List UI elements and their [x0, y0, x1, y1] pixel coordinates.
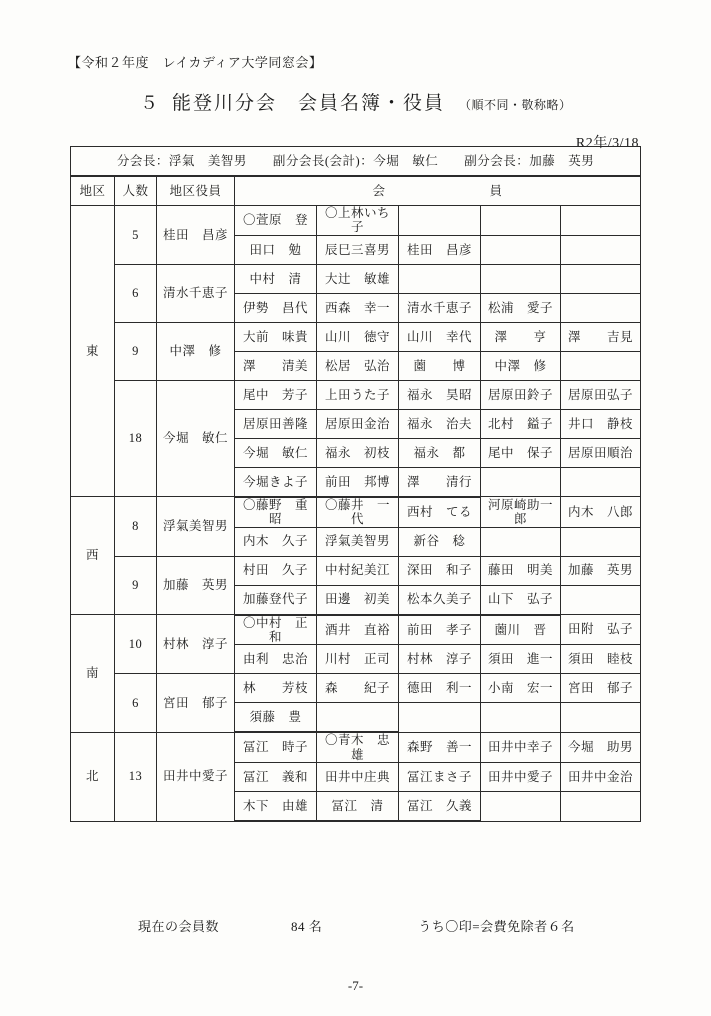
table-row [71, 380, 641, 409]
member-cell: 田口 勉 [235, 235, 317, 264]
member-cell-empty [481, 467, 561, 497]
page-number: -7- [347, 978, 364, 993]
member-cell: 澤 吉見 [561, 322, 641, 351]
member-cell: 〇藤井 一代 [317, 497, 399, 527]
member-cell: 深田 和子 [399, 556, 481, 585]
member-cell: 前田 邦博 [317, 467, 399, 497]
member-cell: 尾中 保子 [481, 438, 561, 467]
member-cell: 山川 幸代 [399, 322, 481, 351]
table-row [71, 732, 641, 762]
member-cell: 清水千恵子 [399, 293, 481, 322]
count-cell: 5 [115, 206, 157, 265]
member-cell: 澤 清行 [399, 467, 481, 497]
officers-cell: 分会長：浮氣 美智男 副分会長(会計)：今堀 敏仁 副分会長：加藤 英男 [71, 147, 641, 177]
member-cell: 今堀 敏仁 [235, 438, 317, 467]
document-date: R2年/3/18 [575, 136, 639, 151]
table-row [71, 674, 641, 703]
member-cell: 福永 初枝 [317, 438, 399, 467]
district-cell-south: 南 [71, 615, 115, 733]
member-cell: 川村 正司 [317, 645, 399, 674]
member-cell: 居原田鈴子 [481, 380, 561, 409]
member-cell [481, 264, 561, 293]
table-row [71, 615, 641, 645]
table-row-column-headers [71, 176, 641, 206]
district-officer-cell: 桂田 昌彦 [157, 206, 235, 265]
table-row [71, 206, 641, 236]
member-cell: 浮氣美智男 [317, 527, 399, 556]
total-value: 84 名 [291, 919, 323, 934]
count-cell: 18 [115, 380, 157, 497]
document-header: 【令和２年度 レイカディア大学同窓会】 [68, 55, 323, 70]
member-cell: 上田うた子 [317, 380, 399, 409]
footer-summary [70, 916, 640, 935]
member-cell-empty [561, 585, 641, 615]
member-cell: 西森 幸一 [317, 293, 399, 322]
district-officer-cell: 清水千恵子 [157, 264, 235, 322]
member-cell: 前田 孝子 [399, 615, 481, 645]
column-header-district-officer: 地区役員 [157, 176, 235, 206]
member-cell: 田井中金治 [561, 763, 641, 792]
member-cell: 林 芳枝 [235, 674, 317, 703]
member-cell: 北村 鎰子 [481, 409, 561, 438]
member-cell: 内木 八郎 [561, 497, 641, 527]
member-cell: 澤 亨 [481, 322, 561, 351]
member-cell: 福永 昊昭 [399, 380, 481, 409]
member-cell: 新谷 稔 [399, 527, 481, 556]
member-cell-empty [561, 527, 641, 556]
table-row [71, 264, 641, 293]
member-cell: 村林 淳子 [399, 645, 481, 674]
member-cell: 宮田 郁子 [561, 674, 641, 703]
member-cell: 田井中庄典 [317, 763, 399, 792]
member-cell-empty [481, 235, 561, 264]
member-cell: 松本久美子 [399, 585, 481, 615]
member-cell: 桂田 昌彦 [399, 235, 481, 264]
member-cell: 田井中愛子 [481, 763, 561, 792]
district-officer-cell: 田井中愛子 [157, 732, 235, 821]
member-cell: 須藤 豊 [235, 703, 317, 733]
member-cell: 田附 弘子 [561, 615, 641, 645]
column-header-members: 会 員 [235, 176, 641, 206]
member-cell-empty [561, 703, 641, 733]
member-cell: 酒井 直裕 [317, 615, 399, 645]
member-cell: 田井中幸子 [481, 732, 561, 762]
count-cell: 8 [115, 497, 157, 556]
member-cell: 居原田順治 [561, 438, 641, 467]
member-cell: 大前 味貴 [235, 322, 317, 351]
member-cell [317, 703, 399, 733]
table-row-officers [71, 147, 641, 177]
member-cell: 松居 弘治 [317, 351, 399, 380]
member-cell: 冨江 義和 [235, 763, 317, 792]
member-cell: 薗川 晋 [481, 615, 561, 645]
member-cell: 辰巳三喜男 [317, 235, 399, 264]
member-cell: 伊勢 昌代 [235, 293, 317, 322]
district-officer-cell: 宮田 郁子 [157, 674, 235, 733]
member-cell: 内木 久子 [235, 527, 317, 556]
column-header-count: 人数 [115, 176, 157, 206]
member-cell: 薗 博 [399, 351, 481, 380]
member-cell: 由利 忠治 [235, 645, 317, 674]
member-cell-empty [481, 792, 561, 822]
member-cell: 冨江 時子 [235, 732, 317, 762]
member-cell: 山川 徳守 [317, 322, 399, 351]
total-label: 現在の会員数 [138, 919, 220, 934]
member-cell: 居原田善隆 [235, 409, 317, 438]
member-cell: 澤 清美 [235, 351, 317, 380]
member-cell: 加藤 英男 [561, 556, 641, 585]
member-cell: 〇藤野 重昭 [235, 497, 317, 527]
member-roster-table [70, 146, 641, 822]
member-cell: 森 紀子 [317, 674, 399, 703]
district-cell-east: 東 [71, 206, 115, 497]
member-cell-empty [481, 703, 561, 733]
member-cell: 田邊 初美 [317, 585, 399, 615]
member-cell: 木下 由雄 [235, 792, 317, 822]
member-cell: 村田 久子 [235, 556, 317, 585]
count-cell: 6 [115, 674, 157, 733]
member-cell: 〇青木 忠雄 [317, 732, 399, 762]
member-cell: 今堀 助男 [561, 732, 641, 762]
member-cell: 福永 治夫 [399, 409, 481, 438]
member-cell: 森野 善一 [399, 732, 481, 762]
member-cell: 大辻 敏雄 [317, 264, 399, 293]
member-cell-empty [561, 264, 641, 293]
count-cell: 9 [115, 322, 157, 380]
district-cell-north: 北 [71, 732, 115, 821]
title-note: （順不同・敬称略） [459, 98, 572, 112]
district-cell-west: 西 [71, 497, 115, 615]
title-number: ５ [140, 93, 158, 113]
member-cell: 〇上林いち子 [317, 206, 399, 236]
member-cell: 松浦 愛子 [481, 293, 561, 322]
district-officer-cell: 加藤 英男 [157, 556, 235, 615]
district-officer-cell: 村林 淳子 [157, 615, 235, 674]
member-cell: 藤田 明美 [481, 556, 561, 585]
member-cell: 尾中 芳子 [235, 380, 317, 409]
member-cell: 冨江まさ子 [399, 763, 481, 792]
member-cell-empty [481, 527, 561, 556]
table-row [71, 497, 641, 527]
member-cell [399, 206, 481, 236]
member-cell: 中村 清 [235, 264, 317, 293]
member-cell: 山下 弘子 [481, 585, 561, 615]
document-title [140, 88, 572, 115]
member-cell: 須田 睦枝 [561, 645, 641, 674]
count-cell: 6 [115, 264, 157, 322]
member-cell-empty [481, 206, 561, 236]
member-cell: 小南 宏一 [481, 674, 561, 703]
member-cell-empty [561, 206, 641, 236]
member-cell: 〇中村 正和 [235, 615, 317, 645]
district-officer-cell: 今堀 敏仁 [157, 380, 235, 497]
table-row [71, 556, 641, 585]
count-cell: 13 [115, 732, 157, 821]
count-cell: 9 [115, 556, 157, 615]
exemption-note: うち〇印=会費免除者６名 [418, 919, 575, 934]
table-row [71, 322, 641, 351]
district-officer-cell: 浮氣美智男 [157, 497, 235, 556]
member-cell: 河原崎助一郎 [481, 497, 561, 527]
member-cell: 中村紀美江 [317, 556, 399, 585]
member-cell: 西村 てる [399, 497, 481, 527]
member-cell-empty [561, 351, 641, 380]
count-cell: 10 [115, 615, 157, 674]
member-cell: 冨江 久義 [399, 792, 481, 822]
member-cell: 居原田金治 [317, 409, 399, 438]
member-cell: 井口 静枝 [561, 409, 641, 438]
member-cell: 中澤 修 [481, 351, 561, 380]
member-cell-empty [561, 293, 641, 322]
member-cell: 須田 進一 [481, 645, 561, 674]
member-cell-empty [561, 792, 641, 822]
member-cell-empty [561, 235, 641, 264]
member-cell: 冨江 清 [317, 792, 399, 822]
member-cell: 今堀きよ子 [235, 467, 317, 497]
member-cell: 加藤登代子 [235, 585, 317, 615]
member-cell [399, 264, 481, 293]
district-officer-cell: 中澤 修 [157, 322, 235, 380]
column-header-district: 地区 [71, 176, 115, 206]
member-cell-empty [561, 467, 641, 497]
member-cell: 〇萱原 登 [235, 206, 317, 236]
title-text: 能登川分会 会員名簿・役員 [172, 93, 446, 114]
member-cell: 德田 利一 [399, 674, 481, 703]
member-cell: 居原田弘子 [561, 380, 641, 409]
member-cell-empty [399, 703, 481, 733]
member-cell: 福永 都 [399, 438, 481, 467]
